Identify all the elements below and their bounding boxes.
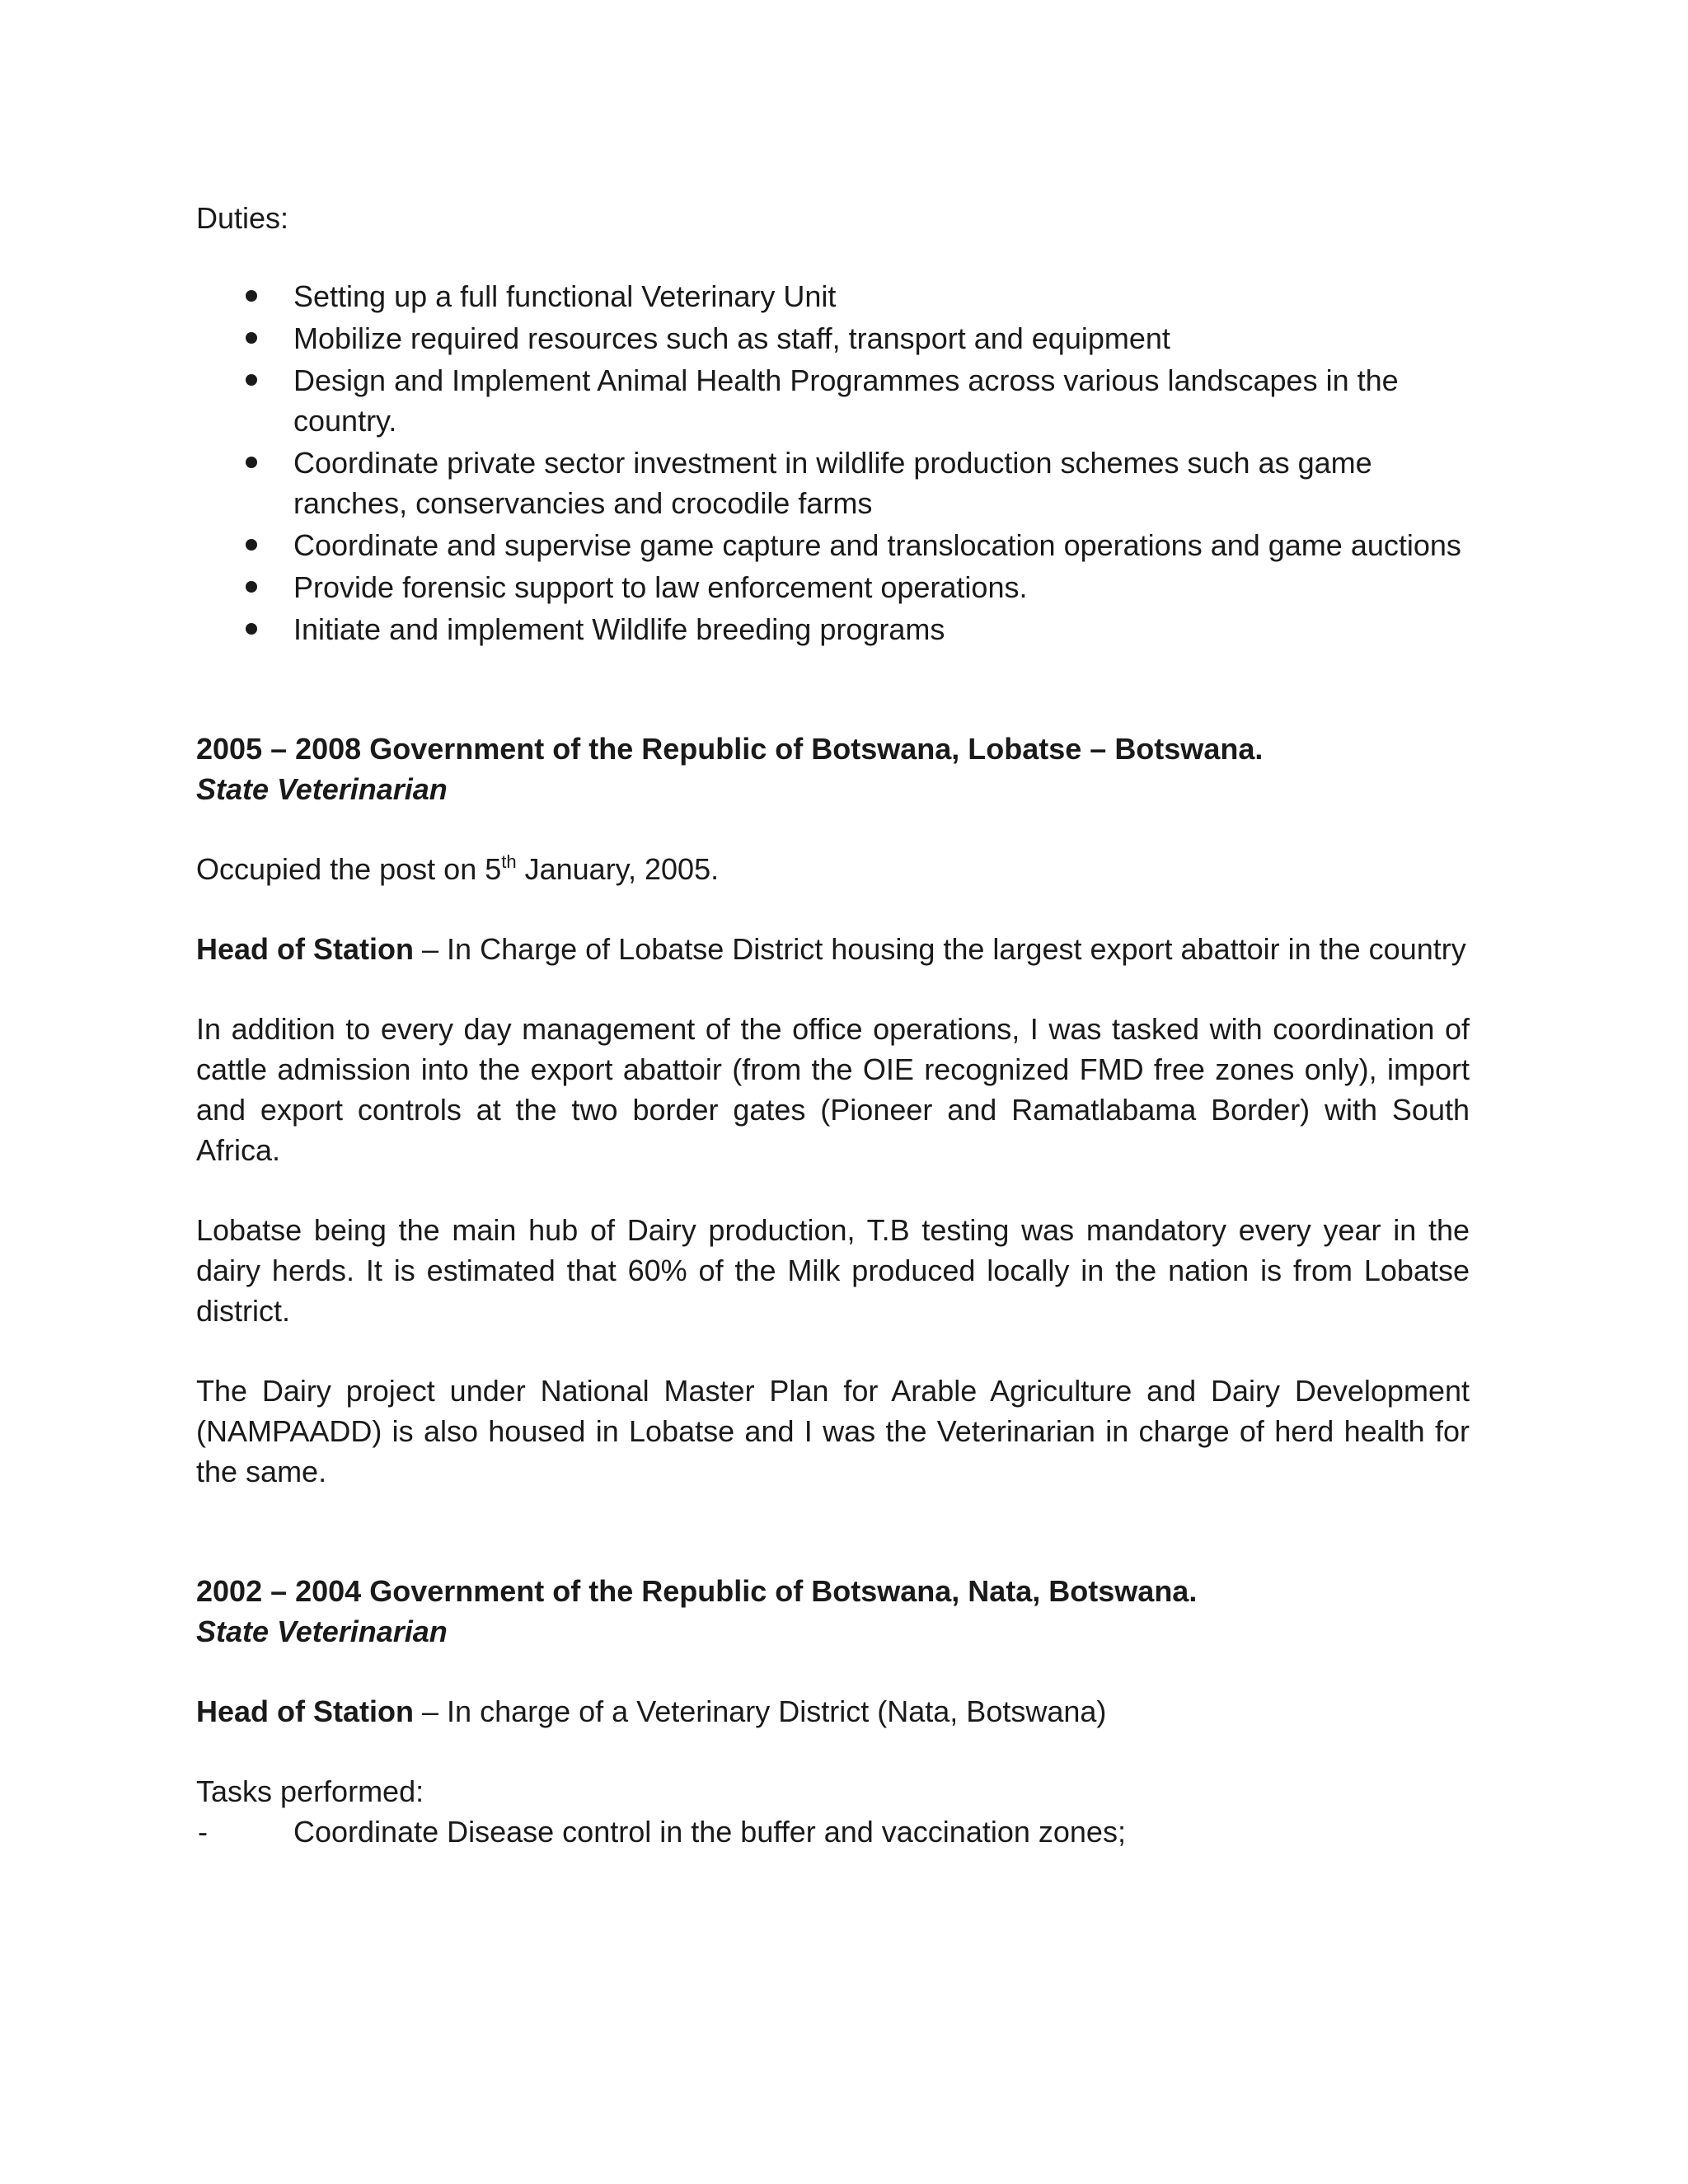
nata-head-of-station	[196, 1691, 1470, 1732]
nata-title: 2002 – 2004 Government of the Republic of Botswana, Nata, Botswana.	[196, 1574, 1198, 1608]
lobatse-title: 2005 – 2008 Government of the Republic of Botswana, Lobatse – Botswana.	[196, 732, 1264, 766]
task-text: Coordinate Disease control in the buffer and vaccination zones;	[293, 1815, 1126, 1849]
duty-text: Setting up a full functional Veterinary Unit	[293, 279, 837, 313]
duty-text: Initiate and implement Wildlife breeding programs	[293, 612, 945, 646]
duties-list	[196, 276, 1470, 649]
nata-role: State Veterinarian	[196, 1615, 448, 1648]
bullet-icon	[246, 457, 257, 468]
lobatse-section	[196, 729, 1470, 1492]
duty-text: Coordinate private sector investment in wildlife production schemes such as game ranches, conservancies and crocodile farms	[293, 446, 1372, 520]
duty-text: Provide forensic support to law enforcement operations.	[293, 570, 1028, 604]
nata-section	[196, 1571, 1470, 1852]
head-of-station-text: – In Charge of Lobatse District housing the largest export abattoir in the country	[414, 932, 1466, 966]
lobatse-head-of-station	[196, 929, 1470, 969]
occupied-date: January, 2005.	[516, 852, 720, 886]
lobatse-paragraph: Lobatse being the main hub of Dairy production, T.B testing was mandatory every year in the dairy herds. It is estimated that 60% of the Milk produced locally in the nation is from Lobatse district.	[196, 1213, 1470, 1328]
duty-text: Mobilize required resources such as staff, transport and equipment	[293, 321, 1170, 355]
head-of-station-label: Head of Station	[196, 932, 415, 966]
lobatse-paragraph: The Dairy project under National Master Plan for Arable Agriculture and Dairy Development (NAMPAADD) is also housed in Lobatse and I was the Veterinarian in charge of herd health for the same.	[196, 1374, 1470, 1488]
duty-item	[196, 567, 1470, 607]
document-content	[196, 198, 1470, 1852]
bullet-icon	[246, 374, 257, 386]
lobatse-paragraph: In addition to every day management of the office operations, I was tasked with coordination of cattle admission into the export abattoir (from the OIE recognized FMD free zones only), import and export controls at the two border gates (Pioneer and Ramatlabama Border) with South Africa.	[196, 1012, 1470, 1167]
dash-marker: -	[198, 1815, 208, 1849]
lobatse-role: State Veterinarian	[196, 772, 448, 806]
bullet-icon	[246, 290, 257, 302]
task-item	[196, 1811, 1470, 1852]
bullet-icon	[246, 623, 257, 635]
duty-item	[196, 443, 1470, 523]
ordinal-suffix: th	[501, 851, 517, 872]
occupied-text: Occupied the post on 5	[196, 852, 502, 886]
head-of-station-text: – In charge of a Veterinary District (Nata, Botswana)	[414, 1694, 1107, 1728]
duty-item	[196, 318, 1470, 359]
occupied-post-line	[196, 849, 1470, 889]
duty-item	[196, 360, 1470, 441]
head-of-station-label: Head of Station	[196, 1694, 415, 1728]
duty-item	[196, 276, 1470, 316]
duty-text: Design and Implement Animal Health Programmes across various landscapes in the country.	[293, 363, 1399, 438]
duty-item	[196, 609, 1470, 649]
bullet-icon	[246, 332, 257, 344]
bullet-icon	[246, 581, 257, 593]
bullet-icon	[246, 539, 257, 551]
tasks-label: Tasks performed:	[196, 1774, 424, 1808]
duty-text: Coordinate and supervise game capture and translocation operations and game auctions	[293, 528, 1461, 562]
duty-item	[196, 525, 1470, 565]
duties-label: Duties:	[196, 201, 289, 235]
